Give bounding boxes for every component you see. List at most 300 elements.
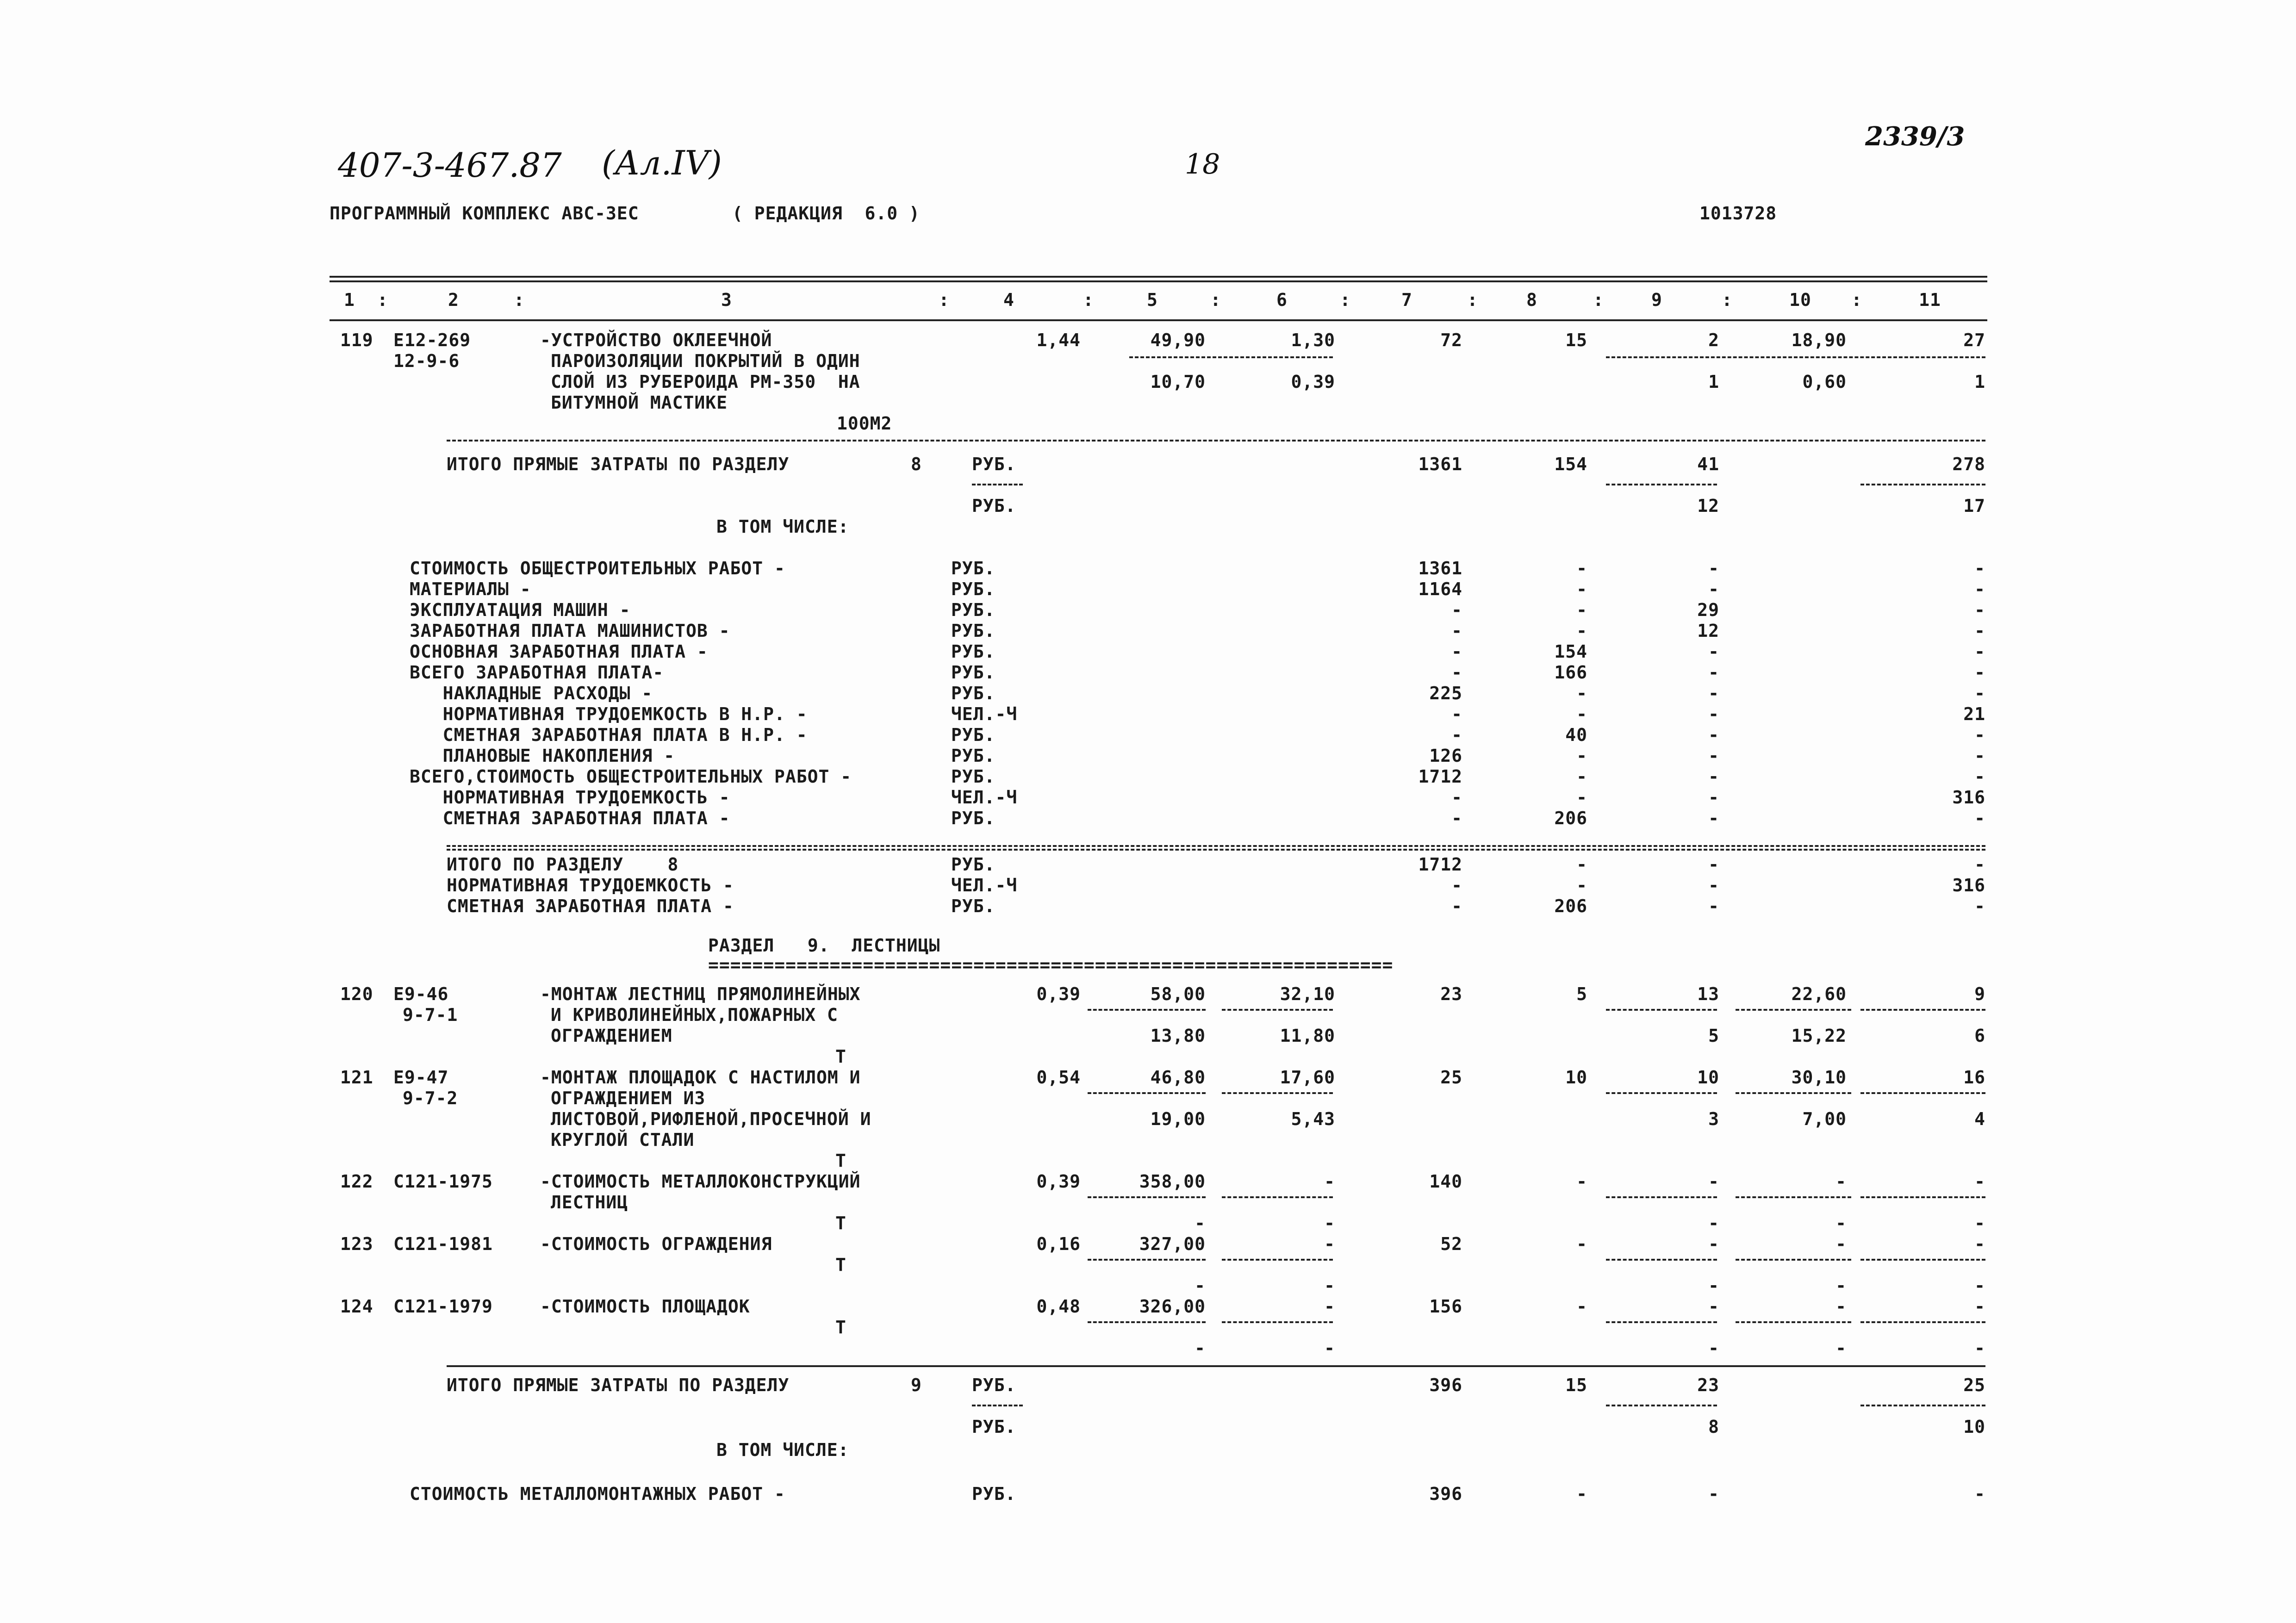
- cell-c11: 16: [1963, 1067, 1985, 1088]
- row-unit: РУБ.: [951, 600, 996, 620]
- row-unit: РУБ.: [951, 854, 996, 875]
- subtotal-rule: [1129, 356, 1333, 358]
- cell-c7: 1361: [1418, 558, 1462, 578]
- cell-c8: 166: [1554, 662, 1587, 683]
- cell-c11: -: [1974, 896, 1985, 916]
- subtotal-rule: [972, 1405, 1023, 1406]
- cell-c8: -: [1576, 1171, 1587, 1192]
- col-header-3: 3: [721, 290, 732, 310]
- item-code-2: 12-9-6: [393, 351, 460, 371]
- cell-c8: 154: [1554, 454, 1587, 474]
- cell-c9: 10: [1697, 1067, 1719, 1088]
- subtotal-rule: [1088, 1259, 1206, 1261]
- cell-c9: 12: [1697, 621, 1719, 641]
- cell-c9: -: [1708, 766, 1719, 787]
- cell-c8: -: [1576, 1296, 1587, 1317]
- cell-c7: 225: [1429, 683, 1462, 703]
- cell-c10: 18,90: [1791, 330, 1847, 350]
- col-sep: :: [1210, 290, 1221, 310]
- cell-c7: -: [1451, 641, 1462, 662]
- cell-c11: -: [1974, 600, 1985, 620]
- section-rule: [447, 440, 1985, 442]
- cell-c4: 0,16: [1036, 1234, 1081, 1254]
- subtotal-rule: [1606, 1321, 1717, 1323]
- cell-c8: 206: [1554, 808, 1587, 828]
- cell-c11b: -: [1974, 1338, 1985, 1358]
- row-unit: РУБ.: [951, 662, 996, 683]
- total-label: ИТОГО ПРЯМЫЕ ЗАТРАТЫ ПО РАЗДЕЛУ: [447, 1375, 790, 1395]
- row-unit: РУБ.: [951, 621, 996, 641]
- cell-c6: 1,30: [1291, 330, 1335, 350]
- cell-c5b: -: [1195, 1213, 1206, 1233]
- cell-c8: -: [1576, 854, 1587, 875]
- col-sep: :: [1340, 290, 1351, 310]
- cell-c9b: 5: [1708, 1026, 1719, 1046]
- total-section: 9: [911, 1375, 922, 1395]
- cell-c7: -: [1451, 662, 1462, 683]
- col-sep: :: [514, 290, 525, 310]
- subtotal-rule: [1088, 1321, 1206, 1323]
- cell-c7: -: [1451, 896, 1462, 916]
- cell-c9: -: [1708, 875, 1719, 895]
- cell-c9: 13: [1697, 984, 1719, 1004]
- subtotal-rule: [1088, 1092, 1206, 1094]
- cell-c7: 1712: [1418, 766, 1462, 787]
- item-desc: КРУГЛОЙ СТАЛИ: [551, 1130, 695, 1150]
- row-unit: ЧЕЛ.-Ч: [951, 704, 1018, 724]
- cell-c11b: 17: [1963, 496, 1985, 516]
- subtotal-rule: [1860, 484, 1985, 485]
- cell-c10b: 15,22: [1791, 1026, 1847, 1046]
- cell-c7: -: [1451, 875, 1462, 895]
- cell-c9: -: [1708, 641, 1719, 662]
- cell-c5: 358,00: [1139, 1171, 1206, 1192]
- cell-c7: 1164: [1418, 579, 1462, 599]
- cell-c7: -: [1451, 621, 1462, 641]
- cell-c11: 9: [1974, 984, 1985, 1004]
- sheet-id: 2339/3: [1865, 121, 1965, 152]
- cell-c6: 32,10: [1280, 984, 1335, 1004]
- cell-c8: -: [1576, 579, 1587, 599]
- item-number: 122: [340, 1171, 373, 1192]
- cell-c8: 154: [1554, 641, 1587, 662]
- item-number: 119: [340, 330, 373, 350]
- subtotal-rule: [1088, 1196, 1206, 1198]
- subtotal-rule: [1606, 1405, 1717, 1406]
- cell-c7: 126: [1429, 746, 1462, 766]
- cell-c5: 49,90: [1150, 330, 1206, 350]
- cell-c6: -: [1324, 1171, 1335, 1192]
- item-unit: Т: [835, 1150, 846, 1171]
- row-unit: ЧЕЛ.-Ч: [951, 787, 1018, 808]
- cell-c8: -: [1576, 704, 1587, 724]
- col-header-10: 10: [1789, 290, 1811, 310]
- cell-c8: 40: [1565, 725, 1587, 745]
- cell-c9b: 1: [1708, 372, 1719, 392]
- cell-c10b: -: [1836, 1213, 1847, 1233]
- total-unit: РУБ.: [972, 1375, 1016, 1395]
- cell-c5: 58,00: [1150, 984, 1206, 1004]
- cell-c10: 30,10: [1791, 1067, 1847, 1088]
- row-label: ЭКСПЛУАТАЦИЯ МАШИН -: [410, 600, 631, 620]
- subtotal-rule: [1606, 1259, 1717, 1261]
- cell-c8: 15: [1565, 330, 1587, 350]
- subtotal-rule: [1088, 1009, 1206, 1011]
- cell-c10b: 7,00: [1802, 1109, 1847, 1129]
- cell-c4: 1,44: [1036, 330, 1081, 350]
- cell-c8: -: [1576, 600, 1587, 620]
- cell-c5: 326,00: [1139, 1296, 1206, 1317]
- subtotal-rule: [1606, 1092, 1717, 1094]
- subtotal-rule: [1736, 1009, 1851, 1011]
- col-header-5: 5: [1147, 290, 1158, 310]
- cell-c9b: 12: [1697, 496, 1719, 516]
- total-unit-2: РУБ.: [972, 1417, 1016, 1437]
- total-label: ИТОГО ПРЯМЫЕ ЗАТРАТЫ ПО РАЗДЕЛУ: [447, 454, 790, 474]
- cell-c11: 25: [1963, 1375, 1985, 1395]
- item-number: 121: [340, 1067, 373, 1088]
- cell-c9: -: [1708, 1234, 1719, 1254]
- subtotal-rule: [1606, 1196, 1717, 1198]
- cell-c9: -: [1708, 896, 1719, 916]
- cell-c11: -: [1974, 725, 1985, 745]
- item-unit: Т: [835, 1213, 846, 1233]
- row-unit: ЧЕЛ.-Ч: [951, 875, 1018, 895]
- item-code: Е12-269: [393, 330, 471, 350]
- cell-c10: -: [1836, 1171, 1847, 1192]
- subtotal-rule: [1222, 1009, 1333, 1011]
- subtotal-rule: [1222, 1092, 1333, 1094]
- cell-c10b: -: [1836, 1275, 1847, 1296]
- subtotal-rule: [1736, 1321, 1851, 1323]
- col-sep: :: [939, 290, 950, 310]
- col-header-6: 6: [1276, 290, 1288, 310]
- cell-c4: 0,54: [1036, 1067, 1081, 1088]
- row-label: МАТЕРИАЛЫ -: [410, 579, 531, 599]
- item-code-2: 9-7-1: [403, 1005, 458, 1025]
- section-9-title: РАЗДЕЛ 9. ЛЕСТНИЦЫ: [708, 935, 940, 956]
- col-header-2: 2: [448, 290, 459, 310]
- cell-c9: -: [1708, 808, 1719, 828]
- item-code: Е9-47: [393, 1067, 449, 1088]
- cell-c10: -: [1836, 1296, 1847, 1317]
- item-desc: СЛОЙ ИЗ РУБЕРОИДА РМ-350 НА: [551, 372, 860, 392]
- row-label: СТОИМОСТЬ ОБЩЕСТРОИТЕЛЬНЫХ РАБОТ -: [410, 558, 785, 578]
- row-label: ОСНОВНАЯ ЗАРАБОТНАЯ ПЛАТА -: [410, 641, 708, 662]
- cell-c9: -: [1708, 787, 1719, 808]
- cell-c8: -: [1576, 766, 1587, 787]
- cell-c11: -: [1974, 621, 1985, 641]
- cell-c11: -: [1974, 683, 1985, 703]
- cell-c11: -: [1974, 641, 1985, 662]
- subtotal-rule: [1606, 484, 1717, 485]
- row-label: ВСЕГО ЗАРАБОТНАЯ ПЛАТА-: [410, 662, 664, 683]
- row-label: НОРМАТИВНАЯ ТРУДОЕМКОСТЬ -: [410, 787, 730, 808]
- cell-c11: -: [1974, 1484, 1985, 1504]
- item-desc: БИТУМНОЙ МАСТИКЕ: [551, 392, 728, 413]
- cell-c11: -: [1974, 662, 1985, 683]
- col-header-7: 7: [1401, 290, 1412, 310]
- cell-c7: 52: [1440, 1234, 1462, 1254]
- subtotal-rule: [972, 484, 1023, 485]
- cell-c7: -: [1451, 787, 1462, 808]
- total-unit: РУБ.: [972, 454, 1016, 474]
- row-unit: РУБ.: [951, 579, 996, 599]
- cell-c7: 140: [1429, 1171, 1462, 1192]
- cell-c8: 206: [1554, 896, 1587, 916]
- including-label: В ТОМ ЧИСЛЕ:: [716, 1440, 849, 1460]
- col-sep: :: [1851, 290, 1862, 310]
- cell-c11: 316: [1952, 875, 1985, 895]
- cell-c9: -: [1708, 662, 1719, 683]
- item-unit: 100М2: [837, 413, 892, 434]
- item-desc: ПАРОИЗОЛЯЦИИ ПОКРЫТИЙ В ОДИН: [551, 351, 860, 371]
- cell-c5: 46,80: [1150, 1067, 1206, 1088]
- cell-c9b: -: [1708, 1338, 1719, 1358]
- cell-c6b: -: [1324, 1338, 1335, 1358]
- item-desc: -УСТРОЙСТВО ОКЛЕЕЧНОЙ: [540, 330, 772, 350]
- subtotal-rule: [1860, 1405, 1985, 1406]
- cell-c8: 10: [1565, 1067, 1587, 1088]
- cell-c9: -: [1708, 1296, 1719, 1317]
- col-sep: :: [1722, 290, 1733, 310]
- cell-c7: 1712: [1418, 854, 1462, 875]
- item-desc: И КРИВОЛИНЕЙНЫХ,ПОЖАРНЫХ С: [551, 1005, 838, 1025]
- item-code: С121-1981: [393, 1234, 493, 1254]
- cell-c8: -: [1576, 1234, 1587, 1254]
- item-code: Е9-46: [393, 984, 449, 1004]
- cell-c4: 0,39: [1036, 1171, 1081, 1192]
- cell-c6b: 5,43: [1291, 1109, 1335, 1129]
- cell-c11: 316: [1952, 787, 1985, 808]
- row-label: СМЕТНАЯ ЗАРАБОТНАЯ ПЛАТА -: [447, 896, 734, 916]
- cell-c7: 396: [1429, 1484, 1462, 1504]
- item-desc: ОГРАЖДЕНИЕМ ИЗ: [551, 1088, 706, 1108]
- cell-c7: -: [1451, 808, 1462, 828]
- row-unit: РУБ.: [951, 766, 996, 787]
- col-header-1: 1: [344, 290, 355, 310]
- cell-c10: -: [1836, 1234, 1847, 1254]
- cell-c4: 0,39: [1036, 984, 1081, 1004]
- cell-c5: 327,00: [1139, 1234, 1206, 1254]
- cell-c8: 5: [1576, 984, 1587, 1004]
- row-label: СМЕТНАЯ ЗАРАБОТНАЯ ПЛАТА -: [410, 808, 730, 828]
- item-desc: ОГРАЖДЕНИЕМ: [551, 1026, 672, 1046]
- program-edition: ( РЕДАКЦИЯ 6.0 ): [732, 203, 920, 224]
- cell-c5b: 19,00: [1150, 1109, 1206, 1129]
- table-top-rule: [330, 276, 1987, 278]
- row-label: НОРМАТИВНАЯ ТРУДОЕМКОСТЬ -: [447, 875, 734, 895]
- col-sep: :: [1083, 290, 1094, 310]
- row-label: СТОИМОСТЬ МЕТАЛЛОМОНТАЖНЫХ РАБОТ -: [410, 1484, 785, 1504]
- cell-c5b: 13,80: [1150, 1026, 1206, 1046]
- item-desc: -МОНТАЖ ПЛОЩАДОК С НАСТИЛОМ И: [540, 1067, 861, 1088]
- item-desc: ЛЕСТНИЦ: [551, 1192, 628, 1213]
- cell-c11: 278: [1952, 454, 1985, 474]
- subtotal-rule: [1860, 1196, 1985, 1198]
- cell-c11b: 6: [1974, 1026, 1985, 1046]
- cell-c9b: -: [1708, 1213, 1719, 1233]
- item-unit: Т: [835, 1046, 846, 1067]
- col-header-8: 8: [1526, 290, 1537, 310]
- cell-c8: -: [1576, 875, 1587, 895]
- cell-c6: -: [1324, 1296, 1335, 1317]
- cell-c5b: -: [1195, 1275, 1206, 1296]
- row-label: НАКЛАДНЫЕ РАСХОДЫ -: [410, 683, 653, 703]
- row-unit: РУБ.: [951, 746, 996, 766]
- subtotal-rule: [1860, 1092, 1985, 1094]
- cell-c5b: -: [1195, 1338, 1206, 1358]
- cell-c7: 72: [1440, 330, 1462, 350]
- section-rule: [447, 1365, 1985, 1367]
- cell-c11b: 1: [1974, 372, 1985, 392]
- cell-c9: 23: [1697, 1375, 1719, 1395]
- cell-c9: 41: [1697, 454, 1719, 474]
- cell-c7: 23: [1440, 984, 1462, 1004]
- cell-c11: -: [1974, 854, 1985, 875]
- cell-c6b: -: [1324, 1213, 1335, 1233]
- cell-c8: -: [1576, 746, 1587, 766]
- row-label: НОРМАТИВНАЯ ТРУДОЕМКОСТЬ В Н.Р. -: [410, 704, 808, 724]
- cell-c9b: 3: [1708, 1109, 1719, 1129]
- row-unit: РУБ.: [951, 558, 996, 578]
- item-desc: ЛИСТОВОЙ,РИФЛЕНОЙ,ПРОСЕЧНОЙ И: [551, 1109, 871, 1129]
- col-sep: :: [1467, 290, 1478, 310]
- total-unit-2: РУБ.: [972, 496, 1016, 516]
- cell-c9: -: [1708, 746, 1719, 766]
- item-number: 120: [340, 984, 373, 1004]
- cell-c6: -: [1324, 1234, 1335, 1254]
- subtotal-rule: [1736, 1196, 1851, 1198]
- col-header-4: 4: [1003, 290, 1014, 310]
- row-unit: РУБ.: [951, 641, 996, 662]
- item-number: 124: [340, 1296, 373, 1317]
- cell-c11b: -: [1974, 1275, 1985, 1296]
- section-title-underline: ==============================================================: [708, 955, 1394, 975]
- cell-c6b: 0,39: [1291, 372, 1335, 392]
- cell-c11: -: [1974, 766, 1985, 787]
- cell-c6b: -: [1324, 1275, 1335, 1296]
- page-number: 18: [1185, 148, 1220, 180]
- cell-c11: -: [1974, 1234, 1985, 1254]
- cell-c9: -: [1708, 704, 1719, 724]
- item-number: 123: [340, 1234, 373, 1254]
- item-code: С121-1975: [393, 1171, 493, 1192]
- cell-c9: -: [1708, 1171, 1719, 1192]
- cell-c5b: 10,70: [1150, 372, 1206, 392]
- cell-c8: -: [1576, 1484, 1587, 1504]
- cell-c9: -: [1708, 579, 1719, 599]
- row-label: СМЕТНАЯ ЗАРАБОТНАЯ ПЛАТА В Н.Р. -: [410, 725, 808, 745]
- header-bottom-rule: [330, 319, 1987, 321]
- row-unit: РУБ.: [951, 725, 996, 745]
- item-desc: -МОНТАЖ ЛЕСТНИЦ ПРЯМОЛИНЕЙНЫХ: [540, 984, 861, 1004]
- program-name: ПРОГРАММНЫЙ КОМПЛЕКС АВС-3ЕС: [330, 203, 639, 224]
- cell-c10b: -: [1836, 1338, 1847, 1358]
- cell-c10b: 0,60: [1802, 372, 1847, 392]
- subtotal-rule: [1222, 1321, 1333, 1323]
- cell-c11: 21: [1963, 704, 1985, 724]
- section-rule: [447, 845, 1985, 847]
- item-desc: -СТОИМОСТЬ МЕТАЛЛОКОНСТРУКЦИЙ: [540, 1171, 861, 1192]
- album-number: (Ал.IV): [602, 143, 722, 182]
- cell-c8: -: [1576, 621, 1587, 641]
- cell-c11: -: [1974, 1296, 1985, 1317]
- cell-c7: -: [1451, 725, 1462, 745]
- cell-c8: -: [1576, 558, 1587, 578]
- item-code: С121-1979: [393, 1296, 493, 1317]
- subtotal-rule: [1606, 356, 1985, 358]
- cell-c9b: -: [1708, 1275, 1719, 1296]
- cell-c7: 396: [1429, 1375, 1462, 1395]
- item-unit: Т: [835, 1255, 846, 1275]
- row-unit: РУБ.: [951, 896, 996, 916]
- cell-c11: -: [1974, 579, 1985, 599]
- cell-c11: -: [1974, 558, 1985, 578]
- subtotal-rule: [1860, 1321, 1985, 1323]
- cell-c9: -: [1708, 558, 1719, 578]
- item-desc: -СТОИМОСТЬ ОГРАЖДЕНИЯ: [540, 1234, 772, 1254]
- table-top-rule-2: [330, 280, 1987, 282]
- cell-c11: -: [1974, 746, 1985, 766]
- cell-c7: 25: [1440, 1067, 1462, 1088]
- col-sep: :: [377, 290, 388, 310]
- cell-c7: 1361: [1418, 454, 1462, 474]
- cell-c6b: 11,80: [1280, 1026, 1335, 1046]
- cell-c9: 2: [1708, 330, 1719, 350]
- row-unit: РУБ.: [951, 808, 996, 828]
- subtotal-rule: [1222, 1259, 1333, 1261]
- row-label: ЗАРАБОТНАЯ ПЛАТА МАШИНИСТОВ -: [410, 621, 730, 641]
- cell-c11b: 4: [1974, 1109, 1985, 1129]
- subtotal-rule: [1736, 1092, 1851, 1094]
- subtotal-rule: [1606, 1009, 1717, 1011]
- cell-c9: -: [1708, 1484, 1719, 1504]
- subtotal-rule: [1736, 1259, 1851, 1261]
- cell-c9: -: [1708, 854, 1719, 875]
- row-label: ПЛАНОВЫЕ НАКОПЛЕНИЯ -: [410, 746, 675, 766]
- cell-c9: -: [1708, 683, 1719, 703]
- cell-c8: -: [1576, 683, 1587, 703]
- row-label: ВСЕГО,СТОИМОСТЬ ОБЩЕСТРОИТЕЛЬНЫХ РАБОТ -: [410, 766, 852, 787]
- item-desc: -СТОИМОСТЬ ПЛОЩАДОК: [540, 1296, 750, 1317]
- cell-c11: 27: [1963, 330, 1985, 350]
- col-header-11: 11: [1919, 290, 1941, 310]
- cell-c7: 156: [1429, 1296, 1462, 1317]
- col-sep: :: [1593, 290, 1604, 310]
- item-code-2: 9-7-2: [403, 1088, 458, 1108]
- subtotal-rule: [1222, 1196, 1333, 1198]
- subtotal-rule: [1860, 1259, 1985, 1261]
- cell-c9: -: [1708, 725, 1719, 745]
- subtotal-rule: [1860, 1009, 1985, 1011]
- cell-c9: 29: [1697, 600, 1719, 620]
- item-unit: Т: [835, 1317, 846, 1337]
- cell-c11b: 10: [1963, 1417, 1985, 1437]
- cell-c9b: 8: [1708, 1417, 1719, 1437]
- cell-c11b: -: [1974, 1213, 1985, 1233]
- total-section: 8: [911, 454, 922, 474]
- cell-c6: 17,60: [1280, 1067, 1335, 1088]
- cell-c8: -: [1576, 787, 1587, 808]
- section-rule: [447, 849, 1985, 851]
- row-unit: РУБ.: [951, 683, 996, 703]
- row-unit: РУБ.: [972, 1484, 1016, 1504]
- cell-c8: 15: [1565, 1375, 1587, 1395]
- cell-c7: -: [1451, 600, 1462, 620]
- document-number: 1013728: [1699, 203, 1777, 224]
- row-label: ИТОГО ПО РАЗДЕЛУ 8: [447, 854, 679, 875]
